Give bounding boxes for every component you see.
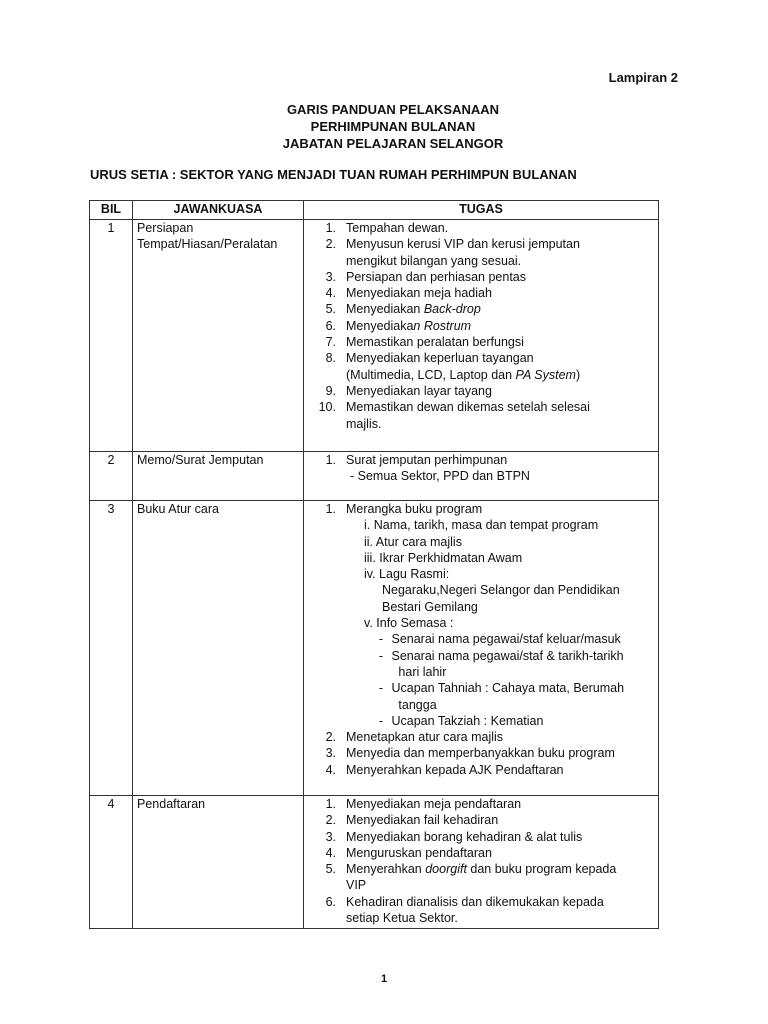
jawankuasa-cell: Pendaftaran	[133, 796, 304, 929]
list-item: 3. Menyedia dan memperbanyakkan buku program	[325, 746, 615, 761]
list-item: 7. Memastikan peralatan berfungsi	[325, 335, 524, 350]
jawankuasa-line: Tempat/Hiasan/Peralatan	[137, 237, 278, 252]
tasks-table	[89, 200, 659, 929]
page-number: 1	[380, 973, 388, 985]
header-jawankuasa: JAWANKUASA	[133, 201, 304, 220]
sub-item-detail: Bestari Gemilang	[382, 599, 478, 614]
tugas-list	[304, 729, 658, 778]
jawankuasa-cell: Memo/Surat Jemputan	[133, 452, 304, 501]
title-line-2: PERHIMPUNAN BULANAN	[310, 119, 476, 134]
lampiran-label: Lampiran 2	[608, 70, 678, 85]
list-item: 2. Menyediakan fail kehadiran	[325, 813, 499, 828]
list-item: 3. Persiapan dan perhiasan pentas	[325, 269, 526, 284]
list-item: 10. Memastikan dewan dikemas setelah selesai majlis.	[318, 400, 590, 431]
tugas-cell	[304, 501, 659, 796]
jawankuasa-cell	[133, 220, 304, 452]
dash-item: - Senarai nama pegawai/staf keluar/masuk	[378, 632, 621, 647]
jawankuasa-cell: Buku Atur cara	[133, 501, 304, 796]
header-bil: BIL	[90, 201, 133, 220]
tugas-cell	[304, 796, 659, 929]
sub-item: iv. Lagu Rasmi:	[364, 567, 450, 582]
list-item: 6. Menyediakan Rostrum	[325, 318, 472, 333]
jawankuasa-line: Persiapan	[137, 221, 194, 235]
list-item: 4. Menguruskan pendaftaran	[325, 845, 492, 860]
table-row	[90, 796, 659, 929]
title-line-1: GARIS PANDUAN PELAKSANAAN	[286, 102, 500, 117]
bil-cell: 2	[90, 452, 133, 501]
list-item: 8. Menyediakan keperluan tayangan (Multimedia, LCD, Laptop dan PA System)	[325, 351, 581, 382]
dash-item-cont: hari lahir	[398, 664, 447, 679]
list-item: 1. Tempahan dewan.	[325, 221, 449, 235]
bil-cell: 3	[90, 501, 133, 796]
list-item: 4. Menyediakan meja hadiah	[325, 286, 492, 301]
dash-item-cont: tangga	[398, 697, 437, 712]
list-item: 5. Menyerahkan doorgift dan buku program kepada VIP	[325, 862, 617, 893]
table-row	[90, 452, 659, 501]
urus-setia-heading: URUS SETIA : SEKTOR YANG MENJADI TUAN RUMAH PERHIMPUN BULANAN	[90, 167, 577, 182]
sub-item-detail: Negaraku,Negeri Selangor dan Pendidikan	[382, 583, 620, 598]
table-row	[90, 501, 659, 796]
list-item: 5. Menyediakan Back-drop	[325, 302, 481, 317]
table-header-row	[90, 201, 659, 220]
dash-item: - Ucapan Tahniah : Cahaya mata, Berumah	[378, 681, 625, 696]
sub-item: ii. Atur cara majlis	[364, 534, 462, 549]
list-item: 3. Menyediakan borang kehadiran & alat tulis	[325, 829, 583, 844]
bil-cell: 4	[90, 796, 133, 929]
list-item: 4. Menyerahkan kepada AJK Pendaftaran	[325, 762, 564, 777]
tugas-cell	[304, 220, 659, 452]
dash-item: - Senarai nama pegawai/staf & tarikh-tarikh	[378, 648, 624, 663]
tugas-list	[304, 501, 658, 517]
sub-item: iii. Ikrar Perkhidmatan Awam	[364, 550, 523, 565]
tugas-cell	[304, 452, 659, 501]
list-item: 9. Menyediakan layar tayang	[325, 383, 492, 398]
list-item: 2. Menetapkan atur cara majlis	[325, 730, 504, 745]
header-tugas: TUGAS	[304, 201, 659, 220]
list-item: 1. Menyediakan meja pendaftaran	[325, 797, 522, 811]
dash-item: - Ucapan Takziah : Kematian	[378, 713, 544, 728]
list-item: 6. Kehadiran dianalisis dan dikemukakan kepada setiap Ketua Sektor.	[325, 894, 604, 926]
tugas-list	[304, 796, 658, 926]
tugas-list	[304, 452, 658, 485]
table-row	[90, 220, 659, 452]
title-line-3: JABATAN PELAJARAN SELANGOR	[282, 136, 504, 151]
list-item: 1. Surat jemputan perhimpunan - Semua Sektor, PPD dan BTPN	[325, 453, 530, 484]
document-title	[0, 101, 768, 152]
list-item: 2. Menyusun kerusi VIP dan kerusi jemputan mengikut bilangan yang sesuai.	[325, 237, 580, 268]
sub-item: i. Nama, tarikh, masa dan tempat program	[364, 518, 599, 533]
list-item: 1. Merangka buku program	[325, 502, 483, 516]
sub-item: v. Info Semasa :	[364, 616, 454, 631]
bil-cell: 1	[90, 220, 133, 452]
tugas-list	[304, 220, 658, 432]
